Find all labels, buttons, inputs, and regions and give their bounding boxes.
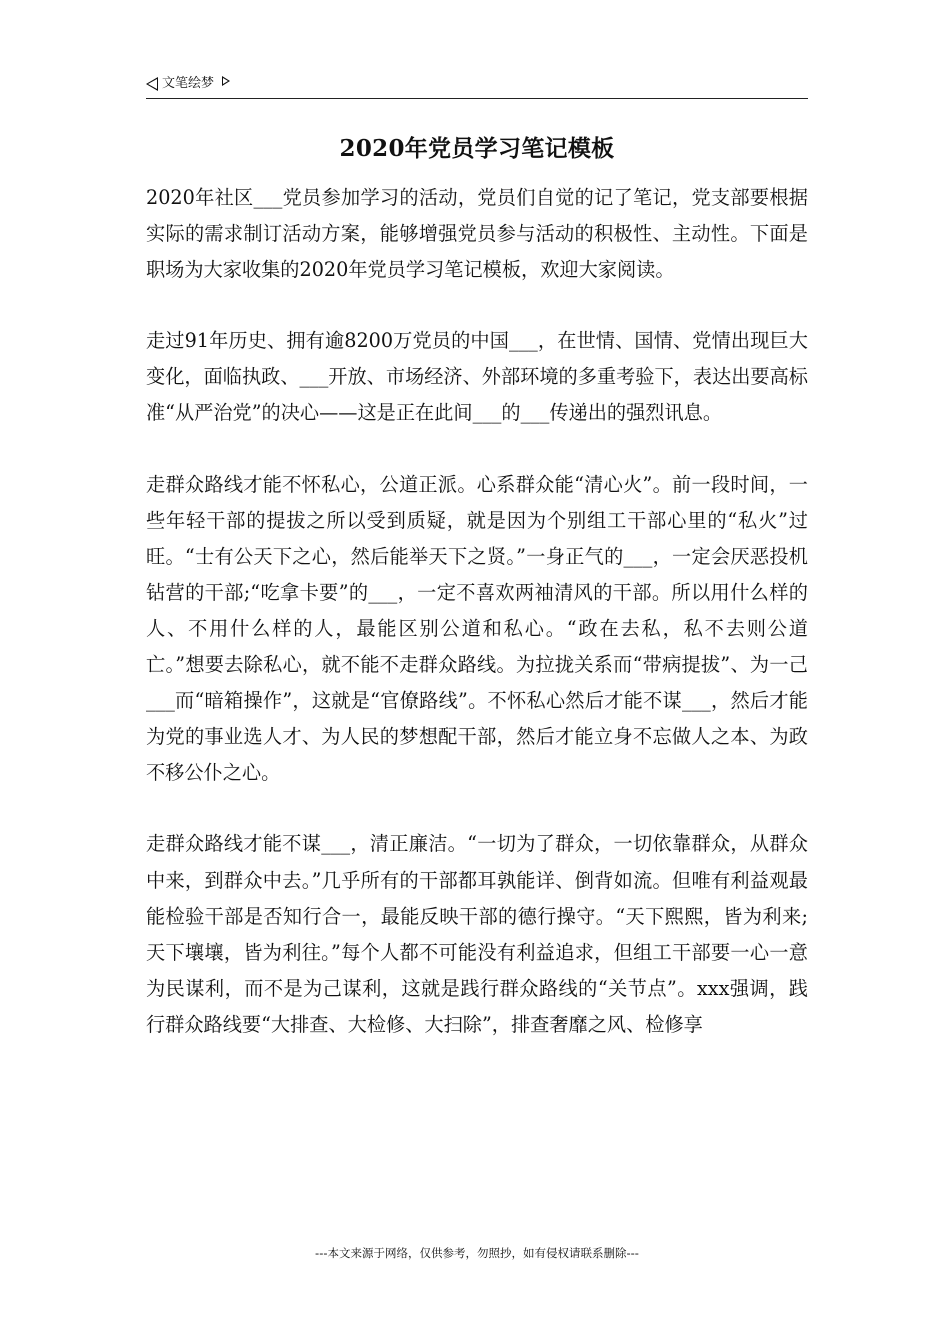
document-title: 2020年党员学习笔记模板 [339, 135, 615, 162]
paragraph-4: 走群众路线才能不谋___，清正廉洁。“一切为了群众，一切依靠群众，从群众中来，到群众中去。”几乎所有的干部都耳孰能详、倒背如流。但唯有利益观最能检验干部是否知行合一，最能反映干部的德行操守。“天下熙熙，皆为利来;天下壤壤，皆为利往。”每个人都不可能没有利益追求，但组工干部要一心一意为民谋利，而不是为己谋利，这就是践行群众路线的“关节点”。xxx强调，践行群众路线要“大排查、大检修、大扫除”，排查奢靡之风、检修享 [146, 832, 808, 1036]
footer-disclaimer: ---本文来源于网络，仅供参考，勿照抄，如有侵权请联系删除--- [315, 1246, 639, 1260]
paragraph-1: 2020年社区___党员参加学习的活动，党员们自觉的记了笔记，党支部要根据实际的需求制订活动方案，能够增强党员参与活动的积极性、主动性。下面是职场为大家收集的2020年党员学习笔记模板，欢迎大家阅读。 [146, 186, 808, 282]
page-header [146, 74, 808, 99]
brand-label: 文笔绘梦 [162, 76, 215, 91]
triangle-left-icon [146, 77, 158, 91]
document-body [146, 180, 808, 1078]
paragraph-3: 走群众路线才能不怀私心，公道正派。心系群众能“清心火”。前一段时间，一些年轻干部的提拔之所以受到质疑，就是因为个别组工干部心里的“私火”过旺。“士有公天下之心，然后能举天下之贤。”一身正气的___，一定会厌恶投机钻营的干部;“吃拿卡要”的___，一定不喜欢两袖清风的干部。所以用什么样的人、不用什么样的人，最能区别公道和私心。“政在去私，私不去则公道亡。”想要去除私心，就不能不走群众路线。为拉拢关系而“带病提拔”、为一己___而“暗箱操作”，这就是“官僚路线”。不怀私心然后才能不谋___，然后才能为党的事业选人才、为人民的梦想配干部，然后才能立身不忘做人之本、为政不移公仆之心。 [146, 472, 808, 785]
triangle-right-icon [222, 76, 230, 86]
paragraph-2: 走过91年历史、拥有逾8200万党员的中国___，在世情、国情、党情出现巨大变化，面临执政、___开放、市场经济、外部环境的多重考验下，表达出要高标准“从严治党”的决心——这是正在此间___的___传递出的强烈讯息。 [146, 329, 808, 425]
header-brand [146, 75, 230, 93]
